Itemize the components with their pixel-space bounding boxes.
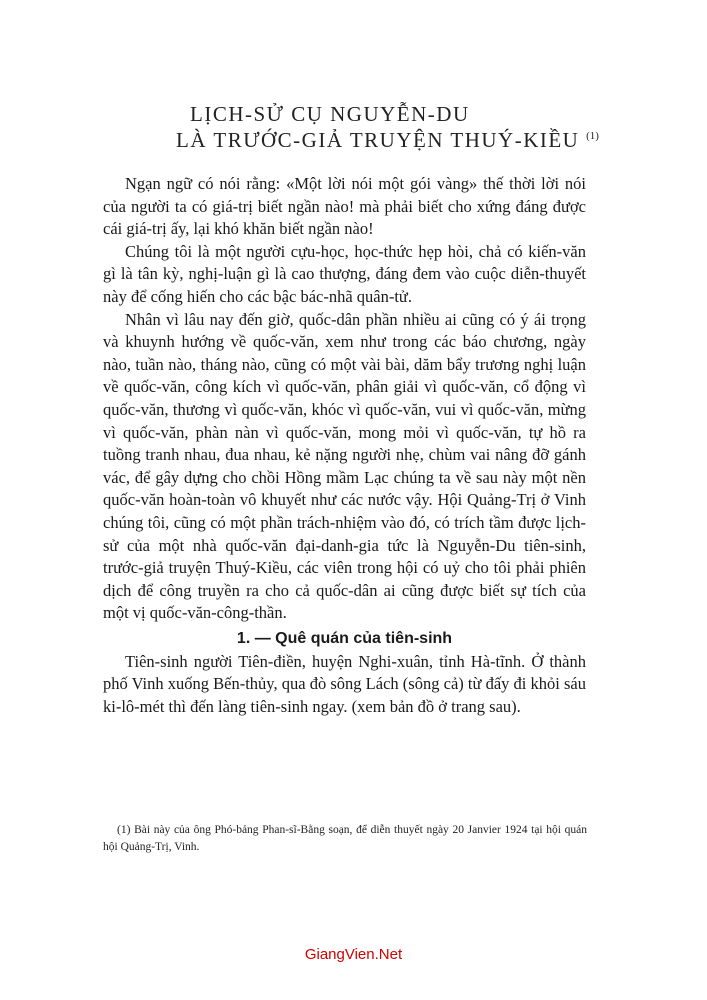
title-line-1-text: LỊCH-SỬ CỤ NGUYỄN-DU [190, 102, 470, 126]
section-heading: 1. — Quê quán của tiên-sinh [236, 629, 453, 647]
paragraph-2: Chúng tôi là một người cựu-học, học-thức hẹp hòi, chả có kiến-văn gì là tân kỳ, nghị-luận gì là cao thượng, đáng đem vào cuộc diễn-thuyết này để cống hiến cho các bậc bác-nhã quân-tử. [103, 241, 586, 306]
title-line-1 [190, 102, 690, 127]
title-line-2 [176, 128, 676, 153]
title-footnote-marker: (1) [586, 130, 599, 142]
section-paragraph: Tiên-sinh người Tiên-điền, huyện Nghi-xuân, tỉnh Hà-tĩnh. Ở thành phố Vinh xuống Bến-thủy, qua đò sông Lách (sông cả) từ đấy đi khỏi sáu ki-lô-mét thì đến làng tiên-sinh ngay. (xem bản đồ ở trang sau). [103, 651, 586, 717]
paragraph-3: Nhân vì lâu nay đến giờ, quốc-dân phần nhiều ai cũng có ý ái trọng và khuynh hướng về quốc-văn, xem như trong các báo chương, ngày nào, tuần nào, tháng nào, cũng có một vài bài, dăm bẩy trương nghị luận về quốc-văn, công kích vì quốc-văn, phân giải vì quốc-văn, cổ động vì quốc-văn, thương vì quốc-văn, khóc vì quốc-văn, vui vì quốc-văn, mừng vì quốc-văn, phàn nàn vì quốc-văn, mong mỏi vì quốc-văn, tự hồ ra tuồng tranh nhau, đua nhau, kẻ nặng người nhẹ, chùm vai nâng đỡ gánh vác, để gây dựng cho chồi Hồng mầm Lạc chúng ta về sau này một nền quốc-văn hoàn-toàn vô khuyết như các nước vậy. Hội Quảng-Trị ở Vinh chúng tôi, cũng có một phần trách-nhiệm vào đó, có trích tầm được lịch-sử của một nhà quốc-văn đại-danh-gia tức là Nguyễn-Du tiên-sinh, trước-giả truyện Thuý-Kiều, các viên trong hội có uỷ cho tôi phải phiên dịch để công truyền ra cho cả quốc-dân ai cũng được biết sự tích của một vị quốc-văn-công-thần. [103, 309, 586, 623]
paragraph-1: Ngạn ngữ có nói rằng: «Một lời nói một gói vàng» thế thời lời nói của người ta có giá-trị biết ngần nào! mà phải biết cho xứng đáng được cái giá-trị ấy, lại khó khăn biết ngần nào! [103, 174, 586, 239]
footnote: (1) Bài này của ông Phó-bảng Phan-sĩ-Bằng soạn, để diễn thuyết ngày 20 Janvier 1924 tại hội quán hội Quảng-Trị, Vinh. [103, 824, 587, 853]
watermark-text: GiangVien.Net [304, 946, 403, 963]
title-line-2-text: LÀ TRƯỚC-GIẢ TRUYỆN THUÝ-KIỀU [176, 128, 580, 152]
body-text [103, 173, 586, 719]
